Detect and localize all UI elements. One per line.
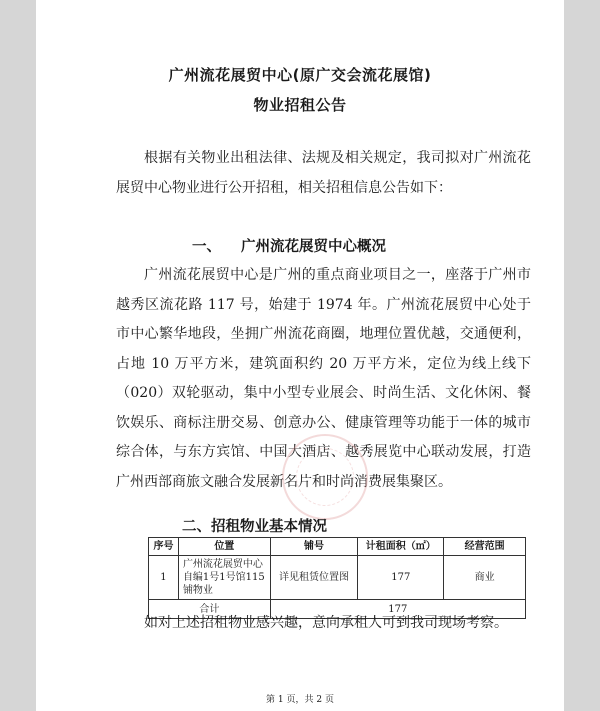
section-2-heading: 二、招租物业基本情况 [182,519,327,535]
header-location: 位置 [178,538,270,556]
header-shop: 铺号 [270,538,358,556]
document-subtitle: 物业招租公告 [253,96,347,114]
section-1-number: 一、 [192,239,221,255]
cell-area: 177 [358,556,444,600]
cell-shop: 详见租赁位置图 [270,556,358,600]
intro-paragraph: 根据有关物业出租法律、法规及相关规定，我司拟对广州流花展贸中心物业进行公开招租，相关招租信息公告如下： [116,150,531,196]
document-page [36,0,564,711]
cell-scope: 商业 [444,556,526,600]
table-header-row [149,538,526,556]
section-1-heading [192,235,386,256]
header-scope: 经营范围 [444,538,526,556]
total-label: 合计 [149,600,271,619]
section-1-title: 广州流花展贸中心概况 [241,239,386,255]
cell-no: 1 [149,556,179,600]
table-row [149,556,526,600]
cell-location: 广州流花展贸中心自编1号1号馆115铺物业 [178,556,270,600]
total-value: 177 [270,600,525,619]
document-title: 广州流花展贸中心(原广交会流花展馆) [168,66,432,84]
property-table [148,537,526,619]
page-number: 第 1 页，共 2 页 [266,695,334,705]
header-no: 序号 [149,538,179,556]
header-area: 计租面积（㎡） [358,538,444,556]
closing-paragraph: 如对上述招租物业感兴趣，意向承租人可到我司现场考察。 [144,615,508,631]
section-1-body: 广州流花展贸中心是广州的重点商业项目之一，座落于广州市越秀区流花路 117 号，始建于 1974 年。广州流花展贸中心处于市中心繁华地段，坐拥广州流花商圈，地理位置优越，交通便利，占地 10 万平方米，建筑面积约 20 万平方米，定位为线上线下（020）双轮驱动，集中小型专业展会、时尚生活、文化休闲、餐饮娱乐、商标注册交易、创意办公、健康管理等功能于一体的城市综合体，与东方宾馆、中国大酒店、越秀展览中心联动发展，打造广州西部商旅文融合发展新名片和时尚消费展集聚区。 [116,267,531,490]
